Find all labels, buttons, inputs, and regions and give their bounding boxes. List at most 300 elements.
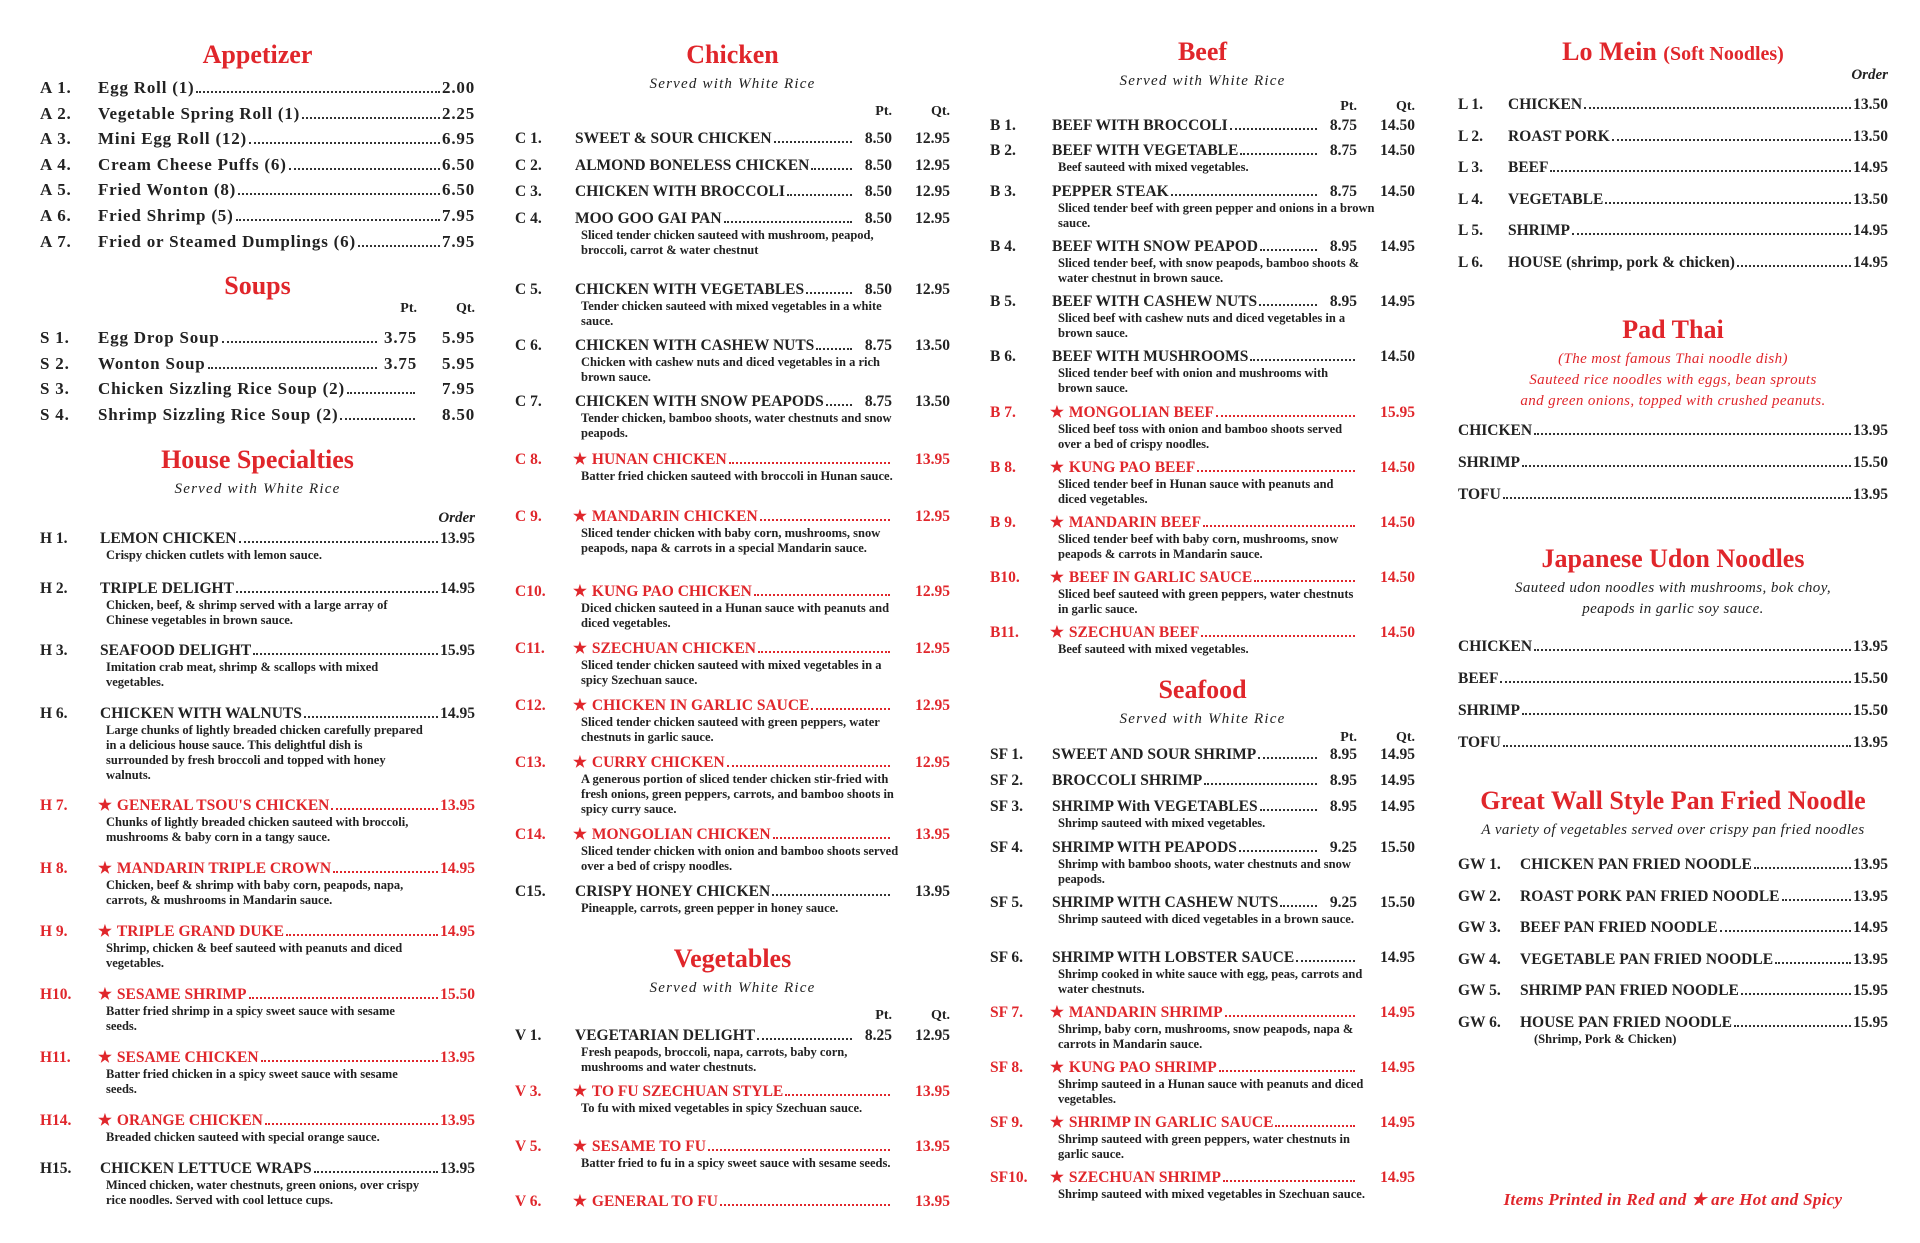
item-description: Sliced tender chicken sauteed with green peppers, water chestnuts in garlic sauce.: [581, 715, 880, 744]
item-code: A 4.: [40, 154, 72, 174]
menu-item: [515, 337, 950, 385]
price-pint: 9.25: [1329, 839, 1357, 856]
price-order: 15.95: [1853, 982, 1888, 1000]
dot-leader: [1775, 962, 1851, 964]
item-code: SF 1.: [990, 746, 1024, 763]
dot-leader: [1225, 1015, 1355, 1017]
menu-item-row: [990, 1004, 1415, 1022]
item-code: V 1.: [515, 1027, 542, 1044]
dot-leader: [1720, 930, 1851, 932]
item-name: GENERAL TSOU'S CHICKEN: [116, 797, 330, 814]
item-code: A 2.: [40, 103, 72, 123]
dot-leader: [358, 245, 440, 247]
price-pint: 8.75: [1329, 183, 1357, 200]
menu-item-row: [1458, 222, 1888, 240]
item-code: C15.: [515, 883, 546, 900]
price-pint: 8.95: [1329, 772, 1357, 789]
price-order: 13.95: [440, 530, 475, 547]
menu-item: [1458, 951, 1888, 969]
item-name: CHICKEN WITH WALNUTS: [100, 705, 302, 722]
item-name: BEEF WITH MUSHROOMS: [1052, 348, 1249, 365]
section-title: [40, 271, 475, 301]
section-title: [40, 40, 475, 70]
menu-item: [990, 117, 1415, 135]
item-name: BEEF WITH CASHEW NUTS: [1052, 293, 1258, 310]
section-title: [1458, 544, 1888, 574]
menu-item-row: [990, 117, 1415, 135]
menu-item-row: [515, 157, 950, 175]
menu-item: [1458, 919, 1888, 937]
menu-item-row: [990, 624, 1415, 642]
menu-item-row: [515, 508, 950, 526]
hot-spicy-star-icon: ★: [573, 1083, 587, 1100]
menu-item: [990, 746, 1415, 764]
section-title-text: Chicken: [686, 40, 779, 69]
price-order: 15.95: [1380, 404, 1415, 421]
menu-item-row: [40, 1112, 475, 1130]
dot-leader: [1260, 809, 1317, 811]
item-code: C 4.: [515, 210, 542, 227]
menu-item-row: [990, 839, 1415, 857]
menu-item: [1458, 702, 1888, 720]
price-header-pt: Pt.: [875, 1008, 892, 1023]
price-order: 14.95: [1853, 222, 1888, 240]
item-description: (Shrimp, Pork & Chicken): [1534, 1032, 1677, 1046]
item-name: BEEF WITH VEGETABLE: [1052, 142, 1239, 159]
menu-item: [515, 130, 950, 148]
dot-leader: [1584, 107, 1851, 109]
price-order: 15.50: [1853, 702, 1888, 719]
menu-item: [1458, 638, 1888, 656]
dot-leader: [1550, 170, 1851, 172]
hot-spicy-star-icon: ★: [98, 860, 112, 877]
menu-item-row: [1458, 734, 1888, 752]
menu-item-row: [990, 404, 1415, 422]
menu-item: [515, 1138, 950, 1171]
item-code: H11.: [40, 1049, 71, 1066]
price-header-order: Order: [1851, 67, 1888, 83]
menu-item: [40, 1160, 475, 1208]
item-code: L 1.: [1458, 96, 1483, 113]
price-column-headers: [40, 510, 475, 526]
menu-item-row: [990, 569, 1415, 587]
item-name: SHRIMP: [1458, 454, 1520, 471]
dot-leader: [816, 348, 852, 350]
item-code: L 6.: [1458, 254, 1483, 271]
menu-item: [40, 405, 475, 425]
item-name: Vegetable Spring Roll (1): [98, 103, 301, 123]
menu-item: [40, 705, 475, 783]
menu-item-row: [990, 1114, 1415, 1132]
menu-item-row: [40, 797, 475, 815]
item-description: Batter fried shrimp in a spicy sweet sauce with sesame seeds.: [106, 1004, 395, 1033]
menu-item-row: [40, 206, 475, 226]
section-title-text: Pad Thai: [1622, 315, 1724, 344]
hot-spicy-star-icon: ★: [98, 986, 112, 1003]
hot-spicy-star-icon: ★: [573, 1193, 587, 1210]
hot-spicy-star-icon: ★: [98, 797, 112, 814]
menu-item: [515, 1027, 950, 1075]
dot-leader: [222, 341, 377, 343]
item-name: ORANGE CHICKEN: [116, 1112, 263, 1129]
menu-item-row: [1458, 254, 1888, 272]
item-code: C 1.: [515, 130, 542, 147]
item-description: Large chunks of lightly breaded chicken carefully prepared in a delicious house sauce. This delightful dish is surrounded by fresh broccoli and topped with honey walnuts.: [106, 723, 423, 782]
menu-item: [515, 451, 950, 484]
dot-leader: [1534, 433, 1851, 435]
item-code: C 9.: [515, 508, 542, 525]
dot-leader: [1296, 960, 1355, 962]
section-title-text: Seafood: [1158, 675, 1247, 704]
dot-leader: [236, 219, 440, 221]
price-order: 15.95: [1853, 1014, 1888, 1031]
item-name: Chicken Sizzling Rice Soup (2): [98, 379, 345, 399]
price-pint: 8.25: [864, 1027, 892, 1044]
item-name: CHICKEN WITH CASHEW NUTS: [575, 337, 815, 354]
dot-leader: [720, 1204, 890, 1206]
item-description: Batter fried chicken sauteed with broccoli in Hunan sauce.: [581, 469, 893, 483]
section-title-text: Beef: [1177, 37, 1228, 66]
menu-item: [515, 393, 950, 441]
item-name: VEGETABLE PAN FRIED NOODLE: [1520, 950, 1774, 968]
menu-item: [990, 569, 1415, 617]
section-title-text: Vegetables: [673, 944, 792, 973]
price-pint: 8.75: [1329, 117, 1357, 134]
section-title: [1458, 786, 1888, 816]
item-name: SZECHUAN BEEF: [1068, 624, 1200, 641]
dot-leader: [239, 541, 439, 543]
hot-spicy-star-icon: ★: [98, 1049, 112, 1066]
price-pint: 8.75: [864, 337, 892, 354]
dot-leader: [1219, 1070, 1355, 1072]
menu-item-row: [515, 281, 950, 299]
price-order: 14.95: [1380, 1114, 1415, 1131]
menu-item: [515, 883, 950, 916]
item-description: Sliced tender beef with baby corn, mushrooms, snow peapods & carrots in Mandarin sauce.: [1058, 532, 1339, 561]
price-quart: 14.95: [1380, 798, 1415, 815]
menu-item: [515, 210, 950, 258]
menu-item: [515, 1083, 950, 1116]
price-quart: 12.95: [915, 183, 950, 200]
price-quart: 14.95: [1380, 293, 1415, 310]
dot-leader: [347, 392, 415, 394]
item-name: CHICKEN WITH BROCCOLI: [575, 183, 785, 200]
item-code: SF 8.: [990, 1059, 1024, 1076]
price-order: 6.50: [442, 154, 475, 174]
dot-leader: [314, 1171, 439, 1173]
section-title-text: Great Wall Style Pan Fried Noodle: [1480, 786, 1866, 815]
price-order: 12.95: [915, 583, 950, 600]
price-quart: 14.50: [1380, 183, 1415, 200]
price-column-headers: [990, 99, 1415, 115]
price-column-headers: [515, 1008, 950, 1024]
dot-leader: [1572, 233, 1851, 235]
hot-spicy-star-icon: ★: [1050, 404, 1064, 421]
menu-item: [990, 1004, 1415, 1052]
menu-item-row: [1458, 128, 1888, 146]
menu-item-row: [990, 459, 1415, 477]
item-description: Sliced tender chicken with onion and bamboo shoots served over a bed of crispy noodles.: [581, 844, 899, 873]
price-pint: 8.95: [1329, 293, 1357, 310]
price-pint: 3.75: [384, 328, 417, 347]
menu-item-row: [40, 705, 475, 723]
menu-item-row: [1458, 856, 1888, 874]
price-order: 13.95: [1853, 887, 1888, 905]
menu-item-row: [40, 328, 475, 348]
dot-leader: [253, 653, 438, 655]
dot-leader: [1259, 304, 1317, 306]
item-name: VEGETABLE: [1508, 190, 1604, 208]
item-description: Sliced tender beef with green pepper and onions in a brown sauce.: [1058, 201, 1375, 230]
price-quart: 14.95: [1380, 746, 1415, 763]
dot-leader: [727, 765, 890, 767]
price-pint: 9.25: [1329, 894, 1357, 911]
price-order: 7.95: [442, 379, 475, 399]
section-subtitle-line: peapods in garlic soy sauce.: [1582, 601, 1764, 617]
item-description: A generous portion of sliced tender chicken stir-fried with fresh onions, green peppers, carrots, and bamboo shoots in spicy curry sauce.: [581, 772, 894, 816]
section-title: [990, 675, 1415, 705]
price-order: 14.50: [1380, 624, 1415, 641]
item-code: S 1.: [40, 328, 70, 347]
item-name: CHICKEN IN GARLIC SAUCE: [591, 697, 810, 714]
item-description: Shrimp with bamboo shoots, water chestnuts and snow peapods.: [1058, 857, 1351, 886]
dot-leader: [289, 168, 440, 170]
section-subtitle-line: (The most famous Thai noodle dish): [1558, 351, 1788, 367]
price-order: 14.95: [1380, 1059, 1415, 1076]
hot-spicy-star-icon: ★: [573, 583, 587, 600]
menu-item-row: [515, 583, 950, 601]
price-pint: 8.50: [864, 130, 892, 147]
section-title: [1458, 37, 1888, 69]
price-order: 13.50: [1853, 190, 1888, 208]
dot-leader: [729, 462, 890, 464]
menu-item: [990, 404, 1415, 452]
menu-item: [1458, 888, 1888, 906]
item-name: MANDARIN SHRIMP: [1068, 1004, 1223, 1021]
menu-item-row: [1458, 638, 1888, 656]
section-title-text: Appetizer: [202, 40, 313, 69]
dot-leader: [208, 367, 377, 369]
hot-spicy-star-icon: ★: [1050, 569, 1064, 586]
item-description: Sliced tender chicken sauteed with mushroom, peapod, broccoli, carrot & water chestnut: [581, 228, 874, 257]
menu-item-row: [990, 772, 1415, 790]
dot-leader: [1734, 1025, 1851, 1027]
item-name: TO FU SZECHUAN STYLE: [591, 1083, 784, 1100]
section-title: [990, 37, 1415, 67]
item-name: TOFU: [1458, 734, 1501, 751]
menu-item: [515, 1193, 950, 1211]
menu-item: [40, 1112, 475, 1145]
menu-item: [990, 1059, 1415, 1107]
price-pint: 8.50: [864, 183, 892, 200]
menu-item-row: [1458, 951, 1888, 969]
item-code: C13.: [515, 754, 546, 771]
menu-item: [1458, 856, 1888, 874]
item-code: S 2.: [40, 353, 70, 373]
dot-leader: [811, 168, 852, 170]
item-code: B 5.: [990, 293, 1016, 310]
section-title-text: House Specialties: [161, 445, 354, 474]
menu-item: [40, 180, 475, 200]
menu-item: [515, 583, 950, 631]
menu-item-row: [40, 155, 475, 175]
item-name: BEEF WITH BROCCOLI: [1052, 117, 1228, 134]
menu-item-row: [515, 1027, 950, 1045]
menu-item: [990, 238, 1415, 286]
item-name: Egg Drop Soup: [98, 328, 220, 347]
item-code: C 5.: [515, 281, 542, 298]
item-code: A 3.: [40, 129, 72, 149]
price-order: 12.95: [915, 508, 950, 525]
item-name: SWEET & SOUR CHICKEN: [575, 130, 772, 147]
menu-item: [1458, 982, 1888, 1000]
price-order: 15.50: [1853, 454, 1888, 471]
menu-item: [1458, 670, 1888, 688]
item-code: B 3.: [990, 183, 1016, 200]
price-pint: 8.75: [864, 393, 892, 410]
dot-leader: [772, 894, 890, 896]
item-description: Sliced tender beef in Hunan sauce with peanuts and diced vegetables.: [1058, 477, 1334, 506]
item-code: SF 7.: [990, 1004, 1024, 1021]
item-name: CHICKEN: [1458, 638, 1533, 655]
section-subtitle: Served with White Rice: [174, 481, 341, 497]
section-title: [40, 445, 475, 475]
item-code: SF 6.: [990, 949, 1024, 966]
price-pint: 3.75: [384, 353, 417, 373]
menu-item-row: [515, 640, 950, 658]
item-code: C11.: [515, 640, 545, 657]
menu-item-row: [40, 923, 475, 941]
menu-item: [515, 281, 950, 329]
price-order: 13.50: [1853, 127, 1888, 145]
item-code: S 4.: [40, 404, 70, 424]
section-subtitle-line: and green onions, topped with crushed peanuts.: [1520, 393, 1826, 409]
item-description: Shrimp, chicken & beef sauteed with peanuts and diced vegetables.: [106, 941, 403, 970]
price-header-pt: Pt.: [1340, 99, 1357, 114]
dot-leader: [826, 404, 852, 406]
item-code: B 7.: [990, 404, 1016, 421]
menu-item: [40, 797, 475, 845]
menu-item-row: [990, 514, 1415, 532]
item-name: Cream Cheese Puffs (6): [98, 154, 287, 174]
menu-item: [515, 754, 950, 817]
item-description: Shrimp sauteed with diced vegetables in a brown sauce.: [1058, 912, 1354, 926]
price-header-order: Order: [438, 510, 475, 526]
price-order: 15.95: [440, 642, 475, 659]
item-name: SHRIMP WITH PEAPODS: [1052, 839, 1237, 856]
dot-leader: [1534, 649, 1851, 651]
menu-item-row: [40, 232, 475, 252]
item-description: Shrimp sauteed with mixed vegetables in Szechuan sauce.: [1058, 1187, 1365, 1201]
price-order: 15.50: [1853, 670, 1888, 687]
dot-leader: [331, 808, 438, 810]
menu-item: [1458, 222, 1888, 240]
menu-item-row: [40, 530, 475, 548]
item-code: V 5.: [515, 1138, 542, 1155]
section-subtitle: Served with White Rice: [649, 76, 816, 92]
item-name: BEEF: [1458, 670, 1499, 687]
menu-item-row: [40, 405, 475, 425]
item-description: Chunks of lightly breaded chicken sauteed with broccoli, mushrooms & baby corn in a tangy sauce.: [106, 815, 409, 844]
menu-column-3: [990, 0, 1415, 1243]
item-name: HUNAN CHICKEN: [591, 451, 727, 468]
price-header-qt: Qt.: [1395, 730, 1415, 745]
dot-leader: [1258, 757, 1317, 759]
price-header-qt: Qt.: [455, 301, 475, 316]
item-code: H 2.: [40, 580, 68, 597]
menu-item-row: [515, 183, 950, 201]
dot-leader: [1275, 1125, 1355, 1127]
dot-leader: [238, 193, 440, 195]
dot-leader: [236, 591, 438, 593]
menu-item: [515, 157, 950, 175]
price-order: 13.95: [915, 1083, 950, 1100]
price-order: 14.95: [440, 860, 475, 877]
item-name: SZECHUAN SHRIMP: [1068, 1169, 1221, 1186]
price-order: 12.95: [915, 754, 950, 771]
item-name: SWEET AND SOUR SHRIMP: [1052, 746, 1257, 763]
menu-item: [990, 348, 1415, 396]
price-quart: 15.50: [1380, 839, 1415, 856]
menu-item: [40, 860, 475, 908]
item-name: PEPPER STEAK: [1052, 183, 1169, 200]
item-name: MANDARIN TRIPLE CROWN: [116, 860, 332, 877]
item-name: LEMON CHICKEN: [100, 530, 237, 547]
item-name: MANDARIN CHICKEN: [591, 508, 758, 525]
item-description: Breaded chicken sauteed with special orange sauce.: [106, 1130, 380, 1144]
item-name: SHRIMP With VEGETABLES: [1052, 798, 1258, 815]
item-name: SHRIMP WITH LOBSTER SAUCE: [1052, 949, 1295, 966]
item-description: Tender chicken, bamboo shoots, water chestnuts and snow peapods.: [581, 411, 892, 440]
dot-leader: [1522, 465, 1851, 467]
price-pint: 8.95: [1329, 238, 1357, 255]
menu-item-row: [1458, 982, 1888, 1000]
menu-item-row: [1458, 486, 1888, 504]
menu-item-row: [1458, 919, 1888, 937]
price-header-qt: Qt.: [930, 1008, 950, 1023]
price-order: 13.95: [1853, 422, 1888, 439]
item-name: HOUSE (shrimp, pork & chicken): [1508, 254, 1735, 271]
dot-leader: [1503, 497, 1851, 499]
hot-spicy-star-icon: ★: [98, 923, 112, 940]
item-name: KUNG PAO BEEF: [1068, 459, 1196, 476]
dot-leader: [1240, 153, 1317, 155]
price-order: 13.50: [1853, 96, 1888, 113]
menu-item-row: [1458, 96, 1888, 114]
menu-item: [990, 798, 1415, 831]
item-description: Minced chicken, water chestnuts, green onions, over crispy rice noodles. Served with cool lettuce cups.: [106, 1178, 420, 1207]
item-code: GW 5.: [1458, 982, 1501, 1000]
item-description: Batter fried to fu in a spicy sweet sauce with sesame seeds.: [581, 1156, 891, 1170]
price-order: 13.95: [915, 1193, 950, 1210]
price-order: 2.25: [442, 103, 475, 123]
item-code: H 1.: [40, 530, 68, 547]
price-order: 13.95: [915, 883, 950, 900]
menu-item-row: [515, 451, 950, 469]
item-description: Diced chicken sauteed in a Hunan sauce with peanuts and diced vegetables.: [581, 601, 890, 630]
item-code: L 2.: [1458, 127, 1483, 145]
price-header-pt: Pt.: [875, 104, 892, 119]
menu-item-row: [990, 183, 1415, 201]
menu-item-row: [990, 798, 1415, 816]
dot-leader: [758, 651, 890, 653]
menu-column-2: [515, 0, 950, 1243]
item-code: C 6.: [515, 337, 542, 354]
section-title-note: (Soft Noodles): [1663, 43, 1784, 65]
price-order: 14.95: [440, 923, 475, 940]
menu-item-row: [40, 986, 475, 1004]
hot-spicy-star-icon: ★: [1050, 1059, 1064, 1076]
